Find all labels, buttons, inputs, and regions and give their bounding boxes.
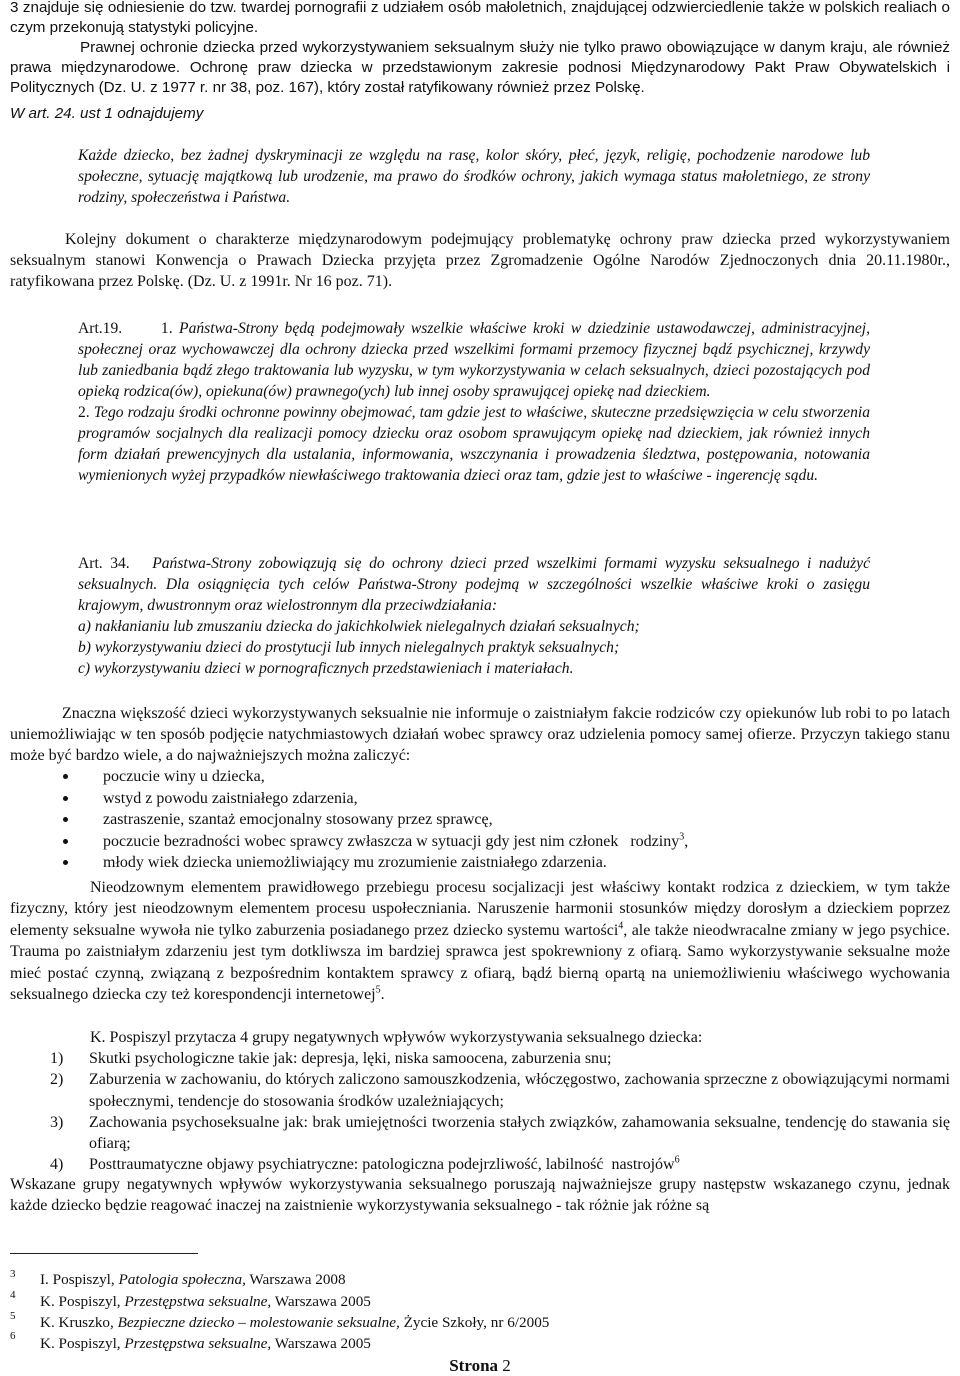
art34-item-c: c) wykorzystywaniu dzieci w pornograficznych przedstawieniach i materiałach. — [78, 660, 574, 677]
bullet-text: młody wiek dziecka uniemożliwiający mu zrozumienie zaistniałego zdarzenia. — [103, 854, 607, 871]
list-item — [0, 831, 960, 853]
footnote-5 — [40, 1313, 549, 1333]
list-item — [0, 1069, 950, 1112]
footnote-4 — [40, 1292, 371, 1312]
list-item — [0, 809, 960, 831]
footnote-number: 5 — [10, 1310, 16, 1322]
art24-intro: W art. 24. ust 1 odnajdujemy — [10, 105, 204, 122]
intro-paragraph: 3 znajduje się odniesienie do tzw. twardej pornografii z udziałem osób małoletnich, znajdującej odzwierciedlenie także w polskich realiach o czym przekonują statystyki policyjne. — [10, 0, 950, 37]
bullet-text: poczucie winy u dziecka, — [103, 768, 265, 785]
art19-p1-text: Państwa-Strony będą podejmowały wszelkie właściwe kroki w dziedzinie ustawodawczej, administracyjnej, społecznej oraz wychowawczej dla ochrony dziecka przed wszelkimi formami przemocy fizycznej bądź psychicznej, krzywdy lub zaniedbania bądź złego traktowania lub wyzysku, w tym wykorzystywania w celach seksualnych, dzieci pozostających pod opieką rodzica(ów), opiekuna(ów) prawnego(ych) lub innej osoby sprawującej opiekę nad dzieckiem. — [78, 320, 870, 400]
bullet-text: zastraszenie, szantaż emocjonalny stosowany przez sprawcę, — [103, 811, 493, 828]
page-number: 2 — [502, 1356, 511, 1375]
art19-point2 — [78, 402, 870, 486]
art34-block — [78, 553, 870, 679]
footnote-author: K. Pospiszyl, — [40, 1293, 125, 1310]
footnote-ref: 5 — [375, 984, 381, 996]
footer-label: Strona — [449, 1356, 499, 1375]
pospiszyl-paragraph: K. Pospiszyl przytacza 4 grupy negatywnych wpływów wykorzystywania seksualnego dziecka: — [90, 1029, 703, 1046]
footnote-author: I. Pospiszyl, — [40, 1271, 119, 1288]
bullet-text-tail: , — [684, 832, 689, 850]
art19-label: Art.19. — [78, 320, 123, 337]
footnote-number: 6 — [10, 1330, 16, 1342]
international-law-paragraph: Prawnej ochronie dziecka przed wykorzystywaniem seksualnym służy nie tylko prawo obowiązujące w danym kraju, ale również prawa międzynarodowe. Ochronę praw dziecka w przedstawionym zakresie podnosi Międzynarodowy Pakt Praw Obywatelskich i Politycznych (Dz. U. z 1977 r. nr 38, poz. 167), który został ratyfikowany również przez Polskę. — [10, 39, 950, 97]
bullet-icon — [63, 860, 68, 865]
list-item — [0, 1112, 950, 1155]
footnote-number: 4 — [10, 1289, 16, 1301]
footnote-ref: 4 — [618, 920, 624, 932]
footnote-source: Warszawa 2008 — [245, 1271, 346, 1288]
bullet-text: wstyd z powodu zaistniałego zdarzenia, — [103, 789, 358, 807]
list-text — [89, 1154, 950, 1175]
page-footer — [0, 1356, 960, 1376]
konwencja-paragraph: Kolejny dokument o charakterze międzynarodowym podejmujący problematykę ochrony praw dziecka przed wykorzystywaniem seksualnym stanowi Konwencja o Prawach Dziecka przyjęta przez Zgromadzenie Ogólne Narodów Zjednoczonych dnia 20.11.1980r., ratyfikowana przez Polskę. (Dz. U. z 1991r. Nr 16 poz. 71). — [10, 231, 950, 290]
footnote-ref: 6 — [674, 1155, 680, 1167]
list-number: 1) — [50, 1050, 64, 1067]
footnote-divider — [10, 1253, 198, 1254]
footnote-author: K. Kruszko, — [40, 1314, 118, 1331]
footnote-3 — [40, 1270, 346, 1290]
list-item — [0, 1154, 950, 1175]
list-number: 3) — [50, 1113, 64, 1131]
art19-p2-num: 2. — [78, 404, 90, 421]
art34-intro-text: Państwa-Strony zobowiązują się do ochrony dzieci przed wszelkimi formami wyzysku seksualnego i nadużyć seksualnych. Dla osiągnięcia tych celów Państwa-Strony podejmą w szczególności wszelkie właściwe kroki o zasięgu krajowym, dwustronnym oraz wielostronnym dla przeciwdziałania: — [78, 555, 870, 614]
pakt-quote: Każde dziecko, bez żadnej dyskryminacji ze względu na rasę, kolor skóry, płeć, język, religię, pochodzenie narodowe lub społeczne, sytuację majątkową lub urodzenie, ma prawo do środków ochrony, jakich wymaga status małoletniego, ze strony rodziny, społeczeństwa i Państwa. — [78, 147, 870, 206]
art19-p2-text: Tego rodzaju środki ochronne powinny obejmować, tam gdzie jest to właściwe, skuteczne przedsięwzięcia w celu stworzenia programów socjalnych dla realizacji pomocy dziecku oraz osobom sprawującym opiekę nad dzieckiem, jak również innych form działań prewencyjnych dla ustalania, informowania, wszczynania i prowadzenia śledztwa, postępowania, notowania wymienionych wyżej przypadków niewłaściwego traktowania dzieci oraz tam, gdzie jest to właściwe - ingerencję sądu. — [78, 404, 870, 484]
list-text — [89, 1069, 950, 1112]
art34-item-a: a) nakłanianiu lub zmuszaniu dziecka do jakichkolwiek nielegalnych działań seksualnych; — [78, 618, 640, 635]
footnote-number: 3 — [10, 1268, 16, 1280]
art19-p1-num: 1. — [160, 320, 173, 337]
footnote-title: Przestępstwa seksualne, — [124, 1335, 272, 1352]
footnote-ref: 3 — [679, 831, 685, 843]
footnote-title: Bezpieczne dziecko – molestowanie seksualne, — [117, 1314, 400, 1331]
bullet-icon — [63, 839, 68, 844]
footnote-source: Warszawa 2005 — [271, 1335, 371, 1352]
effects-list — [0, 1048, 960, 1176]
list-item — [0, 766, 960, 788]
footnote-title: Patologia społeczna, — [118, 1271, 246, 1288]
bullet-icon — [63, 774, 68, 779]
socialization-text-c: . — [380, 986, 385, 1004]
list-item — [0, 852, 960, 874]
art34-item-b: b) wykorzystywaniu dzieci do prostytucji lub innych nielegalnych praktyk seksualnych; — [78, 639, 620, 656]
reasons-paragraph: Znaczna większość dzieci wykorzystywanych seksualnie nie informuje o zaistniałym fakcie rodziców czy opiekunów lub robi to po latach uniemożliwiając w ten sposób podjęcie natychmiastowych działań wobec sprawcy oraz udzielenia pomocy samej ofierze. Przyczyn takiego stanu może być bardzo wiele, a do najważniejszych można zaliczyć: — [10, 705, 950, 764]
art19-point1 — [78, 318, 870, 402]
socialization-text-b: , ale także nieodwracalne zmiany w jego psychice. Trauma po zaistniałym zdarzeniu jest tym dotkliwsza im bardziej sprawca jest spokrewniony z ofiarą. Samo wykorzystywanie seksualne może mieć postać czynną, związaną z bezpośrednim kontaktem sprawcy z ofiarą, bądź bierną opartą na uniemożliwieniu właściwego wychowania seksualnego dziecka czy też korespondencji internetowej — [10, 921, 950, 1004]
footnote-source: Życie Szkoły, nr 6/2005 — [399, 1314, 550, 1331]
art19-block — [78, 318, 870, 486]
list-text: Zachowania psychoseksualne jak: brak umiejętności tworzenia stałych związków, zahamowania seksualne, tendencję do stawania się ofiarą; — [89, 1113, 950, 1153]
reasons-list — [0, 766, 960, 874]
footnote-title: Przestępstwa seksualne, — [124, 1293, 272, 1310]
bullet-icon — [63, 796, 68, 801]
closing-paragraph: Wskazane grupy negatywnych wpływów wykorzystywania seksualnego poruszają najważniejsze grupy następstw wskazanego czynu, jednak każde dziecko będzie reagować inaczej na zaistnienie wykorzystywania seksualnego - tak różnie jak różne są — [10, 1176, 950, 1214]
list-number: 2) — [50, 1071, 64, 1089]
socialization-text-a: Nieodzownym elementem prawidłowego przebiegu procesu socjalizacji jest właściwy kontakt rodzica z dzieckiem, w tym także fizyczny, który jest nieodzownym elementem procesu uspołeczniania. Naruszenie harmonii stosunków między dorosłym a dzieckiem poprzez elementy seksualne wywoła nie tylko zaburzenia posiadanego przez dziecko systemu wartości — [10, 879, 950, 939]
footnote-source: Warszawa 2005 — [271, 1293, 371, 1310]
bullet-text-main: poczucie bezradności wobec sprawcy zwłaszcza w sytuacji gdy jest nim członek rodziny — [103, 832, 680, 850]
bullet-icon — [63, 817, 68, 822]
list-number: 4) — [50, 1156, 64, 1174]
list-item — [0, 788, 960, 810]
list-item — [0, 1048, 950, 1069]
list-text-main: Zaburzenia w zachowaniu, do których zaliczono samouszkodzenia, włóczęgostwo, zachowania sprzeczne z obowiązującymi normami społecznymi, tendencje do stosowania środków uzależniających; — [89, 1071, 950, 1110]
footnote-author: K. Pospiszyl, — [40, 1335, 125, 1352]
socialization-paragraph — [10, 877, 950, 1005]
list-text: Skutki psychologiczne takie jak: depresja, lęki, niska samoocena, zaburzenia snu; — [89, 1050, 612, 1067]
list-text-main: Posttraumatyczne objawy psychiatryczne: patologiczna podejrzliwość, labilność nastrojów — [89, 1156, 675, 1174]
art34-label: Art. 34. — [78, 555, 130, 572]
art34-intro — [78, 553, 870, 616]
footnote-6 — [40, 1334, 371, 1354]
bullet-text — [103, 831, 688, 853]
